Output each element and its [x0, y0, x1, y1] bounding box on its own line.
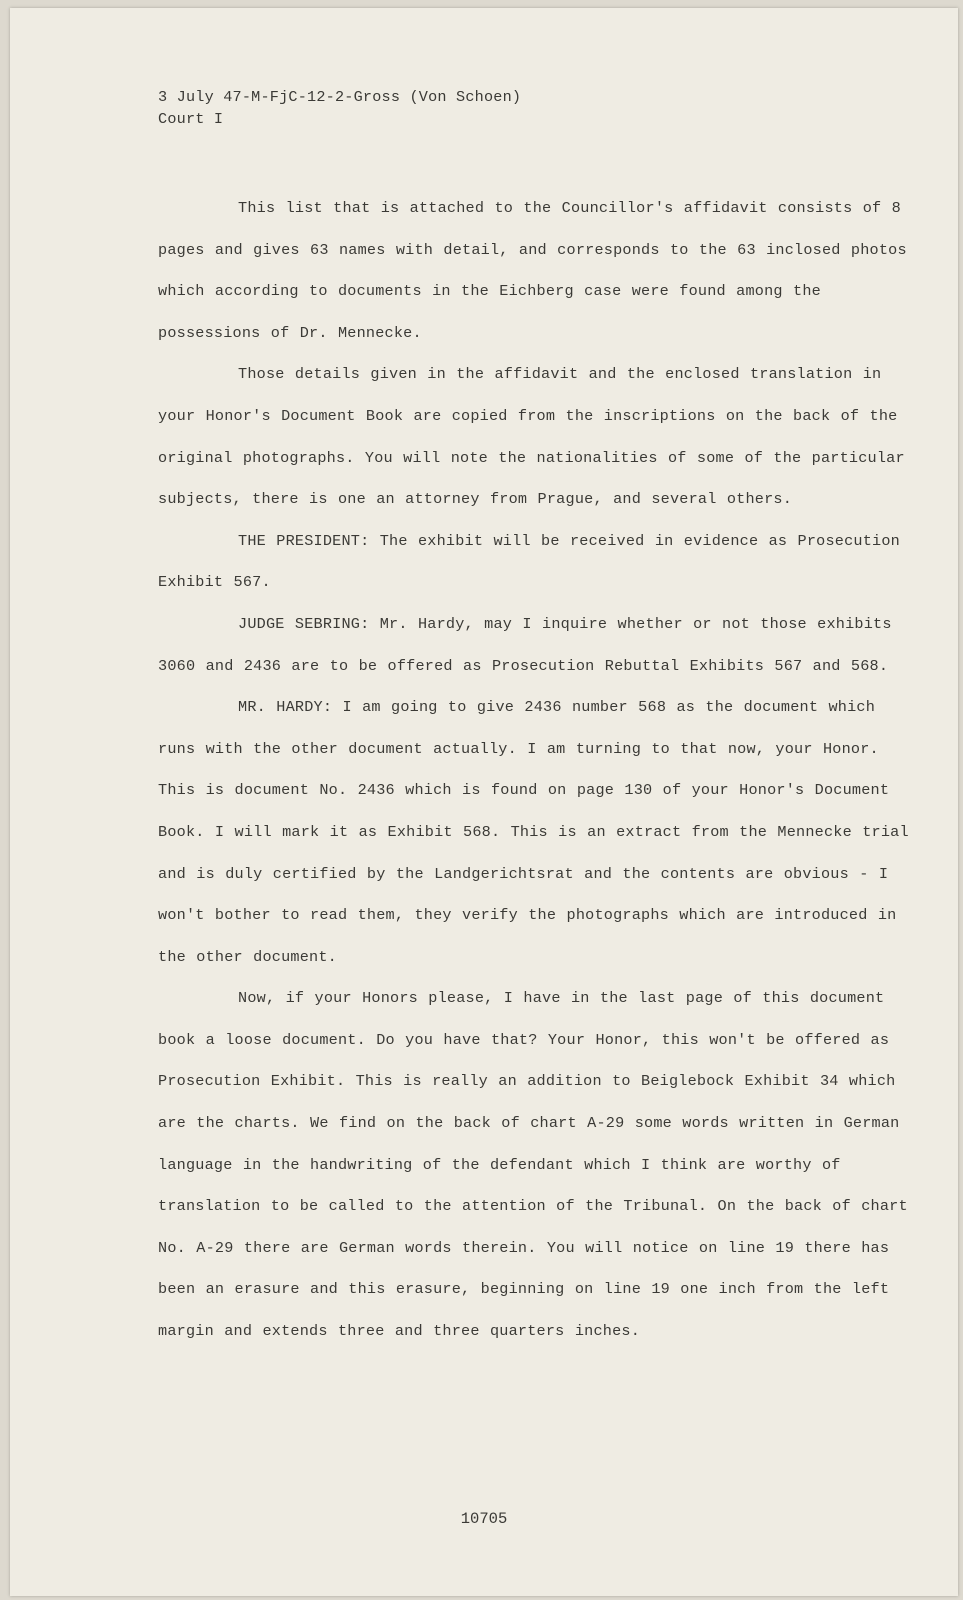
page-number: 10705	[460, 1510, 508, 1528]
paragraph-3: THE PRESIDENT: The exhibit will be received in evidence as Prosecution Exhibit 567.	[158, 531, 900, 592]
paragraph-2: Those details given in the affidavit and the enclosed translation in your Honor's Document Book are copied from the inscriptions on the back of the original photographs. You will note the nationalities of some of the particular subjects, there is one an attorney from Prague, and several others.	[158, 365, 905, 509]
paragraph-4: JUDGE SEBRING: Mr. Hardy, may I inquire whether or not those exhibits 3060 and 2436 are to be offered as Prosecution Rebuttal Exhibits 567 and 568.	[158, 614, 892, 675]
document-page	[10, 8, 958, 1596]
header-court: Court I	[158, 110, 224, 128]
paragraph-1: This list that is attached to the Councillor's affidavit consists of 8 pages and gives 63 names with detail, and corresponds to the 63 inclosed photos which according to documents in the Eichberg case were found among the possessions of Dr. Mennecke.	[158, 199, 907, 342]
header-reference: 3 July 47-M-FjC-12-2-Gross (Von Schoen)	[158, 88, 522, 106]
paragraph-5: MR. HARDY: I am going to give 2436 number 568 as the document which runs with the other document actually. I am turning to that now, your Honor. This is document No. 2436 which is found on page 130 of your Honor's Document Book. I will mark it as Exhibit 568. This is an extract from the Mennecke trial and is duly certified by the Landgerichtsrat and the contents are obvious - I won't bother to read them, they verify the photographs which are introduced in the other document.	[158, 698, 909, 966]
paragraph-6: Now, if your Honors please, I have in the last page of this document book a loose document. Do you have that? Your Honor, this won't be offered as Prosecution Exhibit. This is really an addition to Beiglebock Exhibit 34 which are the charts. We find on the back of chart A-29 some words written in German language in the handwriting of the defendant which I think are worthy of translation to be called to the attention of the Tribunal. On the back of chart No. A-29 there are German words therein. You will notice on line 19 there has been an erasure and this erasure, beginning on line 19 one inch from the left margin and extends three and three quarters inches.	[158, 989, 908, 1341]
document-body	[158, 188, 918, 1353]
document-text	[158, 86, 918, 1353]
